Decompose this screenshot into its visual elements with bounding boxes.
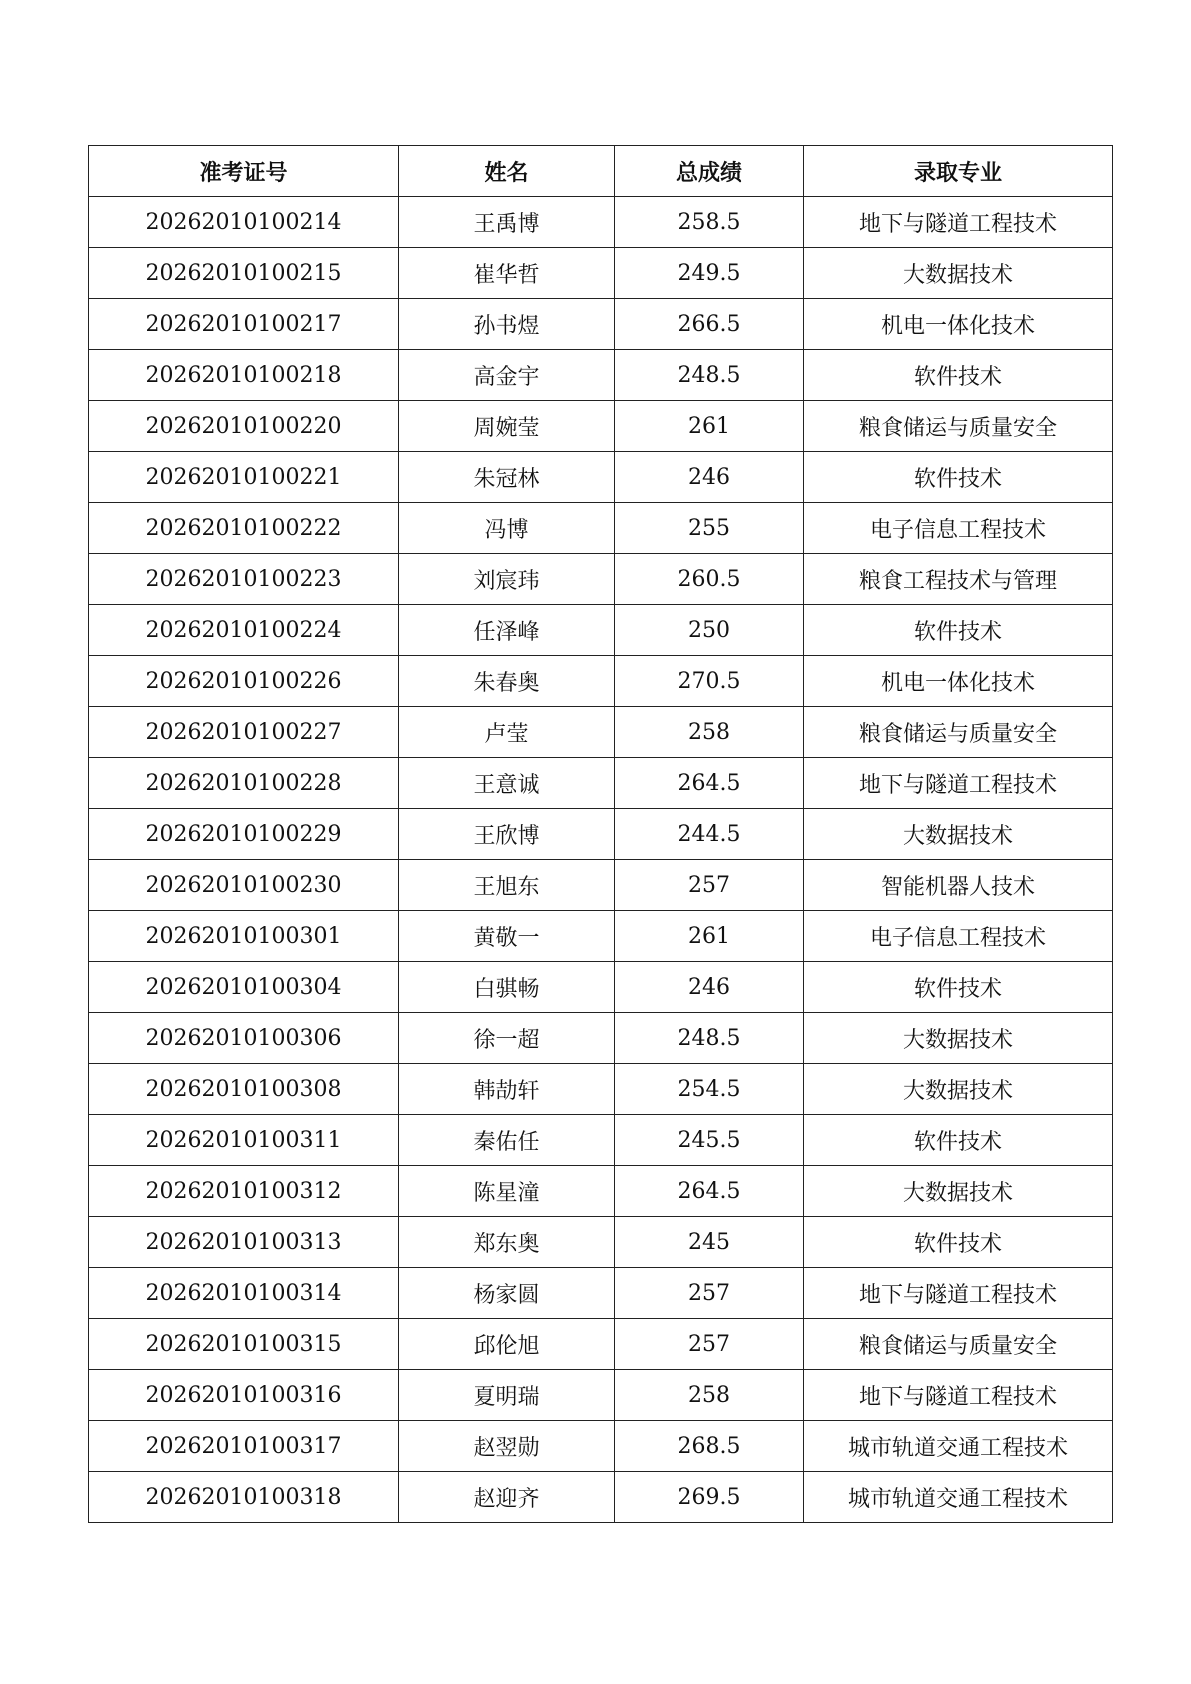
table-row — [89, 860, 1113, 911]
exam-id-cell: 20262010100316 — [89, 1370, 399, 1421]
table-row — [89, 1217, 1113, 1268]
exam-id-cell: 20262010100217 — [89, 299, 399, 350]
name-cell: 赵翌勋 — [399, 1421, 615, 1472]
name-cell: 白骐畅 — [399, 962, 615, 1013]
exam-id-cell: 20262010100318 — [89, 1472, 399, 1523]
name-cell: 郑东奥 — [399, 1217, 615, 1268]
table-row — [89, 1421, 1113, 1472]
total-score-cell: 258 — [615, 1370, 804, 1421]
exam-id-cell: 20262010100226 — [89, 656, 399, 707]
total-score-cell: 270.5 — [615, 656, 804, 707]
name-cell: 孙书煜 — [399, 299, 615, 350]
total-score-cell: 246 — [615, 962, 804, 1013]
total-score-cell: 268.5 — [615, 1421, 804, 1472]
table-row — [89, 452, 1113, 503]
table-body — [89, 197, 1113, 1523]
total-score-cell: 264.5 — [615, 1166, 804, 1217]
exam-id-cell: 20262010100228 — [89, 758, 399, 809]
name-cell: 王欣博 — [399, 809, 615, 860]
admitted-major-cell: 大数据技术 — [804, 809, 1113, 860]
admitted-major-cell: 电子信息工程技术 — [804, 911, 1113, 962]
exam-id-cell: 20262010100230 — [89, 860, 399, 911]
total-score-cell: 258.5 — [615, 197, 804, 248]
admitted-major-cell: 地下与隧道工程技术 — [804, 1268, 1113, 1319]
total-score-cell: 257 — [615, 1268, 804, 1319]
total-score-cell: 245.5 — [615, 1115, 804, 1166]
exam-id-cell: 20262010100218 — [89, 350, 399, 401]
exam-id-cell: 20262010100312 — [89, 1166, 399, 1217]
total-score-cell: 248.5 — [615, 350, 804, 401]
table-row — [89, 1166, 1113, 1217]
name-cell: 王旭东 — [399, 860, 615, 911]
table-row — [89, 1115, 1113, 1166]
total-score-cell: 260.5 — [615, 554, 804, 605]
name-cell: 韩劼轩 — [399, 1064, 615, 1115]
name-cell: 任泽峰 — [399, 605, 615, 656]
exam-id-cell: 20262010100301 — [89, 911, 399, 962]
total-score-cell: 249.5 — [615, 248, 804, 299]
exam-id-cell: 20262010100229 — [89, 809, 399, 860]
total-score-cell: 261 — [615, 401, 804, 452]
name-cell: 夏明瑞 — [399, 1370, 615, 1421]
admitted-major-cell: 大数据技术 — [804, 1013, 1113, 1064]
admitted-major-cell: 粮食工程技术与管理 — [804, 554, 1113, 605]
name-cell: 王意诚 — [399, 758, 615, 809]
total-score-cell: 250 — [615, 605, 804, 656]
admitted-major-cell: 软件技术 — [804, 350, 1113, 401]
exam-id-cell: 20262010100306 — [89, 1013, 399, 1064]
table-row — [89, 350, 1113, 401]
table-row — [89, 1268, 1113, 1319]
name-cell: 高金宇 — [399, 350, 615, 401]
admitted-major-cell: 机电一体化技术 — [804, 299, 1113, 350]
header-total-score: 总成绩 — [615, 146, 804, 197]
header-admitted-major: 录取专业 — [804, 146, 1113, 197]
admitted-major-cell: 粮食储运与质量安全 — [804, 401, 1113, 452]
table-row — [89, 197, 1113, 248]
admitted-major-cell: 地下与隧道工程技术 — [804, 758, 1113, 809]
name-cell: 王禹博 — [399, 197, 615, 248]
admitted-major-cell: 大数据技术 — [804, 248, 1113, 299]
table-row — [89, 962, 1113, 1013]
total-score-cell: 257 — [615, 860, 804, 911]
total-score-cell: 246 — [615, 452, 804, 503]
exam-id-cell: 20262010100315 — [89, 1319, 399, 1370]
total-score-cell: 255 — [615, 503, 804, 554]
name-cell: 朱春奥 — [399, 656, 615, 707]
admitted-major-cell: 软件技术 — [804, 452, 1113, 503]
exam-id-cell: 20262010100215 — [89, 248, 399, 299]
admitted-major-cell: 智能机器人技术 — [804, 860, 1113, 911]
admission-results-table — [88, 145, 1113, 1523]
name-cell: 刘宸玮 — [399, 554, 615, 605]
table-row — [89, 707, 1113, 758]
table-row — [89, 1013, 1113, 1064]
admitted-major-cell: 软件技术 — [804, 605, 1113, 656]
header-name: 姓名 — [399, 146, 615, 197]
table-row — [89, 248, 1113, 299]
exam-id-cell: 20262010100221 — [89, 452, 399, 503]
name-cell: 秦佑任 — [399, 1115, 615, 1166]
exam-id-cell: 20262010100214 — [89, 197, 399, 248]
total-score-cell: 248.5 — [615, 1013, 804, 1064]
name-cell: 崔华哲 — [399, 248, 615, 299]
name-cell: 邱伦旭 — [399, 1319, 615, 1370]
total-score-cell: 244.5 — [615, 809, 804, 860]
table-row — [89, 911, 1113, 962]
admitted-major-cell: 城市轨道交通工程技术 — [804, 1472, 1113, 1523]
name-cell: 朱冠林 — [399, 452, 615, 503]
table-row — [89, 758, 1113, 809]
admitted-major-cell: 城市轨道交通工程技术 — [804, 1421, 1113, 1472]
exam-id-cell: 20262010100223 — [89, 554, 399, 605]
admitted-major-cell: 软件技术 — [804, 1115, 1113, 1166]
name-cell: 卢莹 — [399, 707, 615, 758]
table-row — [89, 1319, 1113, 1370]
admitted-major-cell: 地下与隧道工程技术 — [804, 1370, 1113, 1421]
admitted-major-cell: 机电一体化技术 — [804, 656, 1113, 707]
table-row — [89, 809, 1113, 860]
table-row — [89, 1472, 1113, 1523]
table-row — [89, 299, 1113, 350]
admitted-major-cell: 大数据技术 — [804, 1166, 1113, 1217]
total-score-cell: 257 — [615, 1319, 804, 1370]
total-score-cell: 245 — [615, 1217, 804, 1268]
total-score-cell: 261 — [615, 911, 804, 962]
admitted-major-cell: 大数据技术 — [804, 1064, 1113, 1115]
exam-id-cell: 20262010100311 — [89, 1115, 399, 1166]
exam-id-cell: 20262010100304 — [89, 962, 399, 1013]
table-row — [89, 554, 1113, 605]
header-exam-id: 准考证号 — [89, 146, 399, 197]
table-row — [89, 656, 1113, 707]
total-score-cell: 269.5 — [615, 1472, 804, 1523]
table-row — [89, 605, 1113, 656]
admitted-major-cell: 软件技术 — [804, 962, 1113, 1013]
exam-id-cell: 20262010100313 — [89, 1217, 399, 1268]
exam-id-cell: 20262010100308 — [89, 1064, 399, 1115]
name-cell: 徐一超 — [399, 1013, 615, 1064]
name-cell: 杨家圆 — [399, 1268, 615, 1319]
name-cell: 陈星潼 — [399, 1166, 615, 1217]
table-header-row — [89, 146, 1113, 197]
total-score-cell: 254.5 — [615, 1064, 804, 1115]
exam-id-cell: 20262010100314 — [89, 1268, 399, 1319]
table-row — [89, 401, 1113, 452]
exam-id-cell: 20262010100227 — [89, 707, 399, 758]
admitted-major-cell: 电子信息工程技术 — [804, 503, 1113, 554]
total-score-cell: 266.5 — [615, 299, 804, 350]
table-row — [89, 503, 1113, 554]
exam-id-cell: 20262010100222 — [89, 503, 399, 554]
exam-id-cell: 20262010100220 — [89, 401, 399, 452]
total-score-cell: 258 — [615, 707, 804, 758]
table-row — [89, 1370, 1113, 1421]
admitted-major-cell: 地下与隧道工程技术 — [804, 197, 1113, 248]
name-cell: 冯博 — [399, 503, 615, 554]
admitted-major-cell: 粮食储运与质量安全 — [804, 707, 1113, 758]
table-row — [89, 1064, 1113, 1115]
name-cell: 黄敬一 — [399, 911, 615, 962]
total-score-cell: 264.5 — [615, 758, 804, 809]
admitted-major-cell: 粮食储运与质量安全 — [804, 1319, 1113, 1370]
name-cell: 赵迎齐 — [399, 1472, 615, 1523]
admitted-major-cell: 软件技术 — [804, 1217, 1113, 1268]
name-cell: 周婉莹 — [399, 401, 615, 452]
exam-id-cell: 20262010100317 — [89, 1421, 399, 1472]
exam-id-cell: 20262010100224 — [89, 605, 399, 656]
